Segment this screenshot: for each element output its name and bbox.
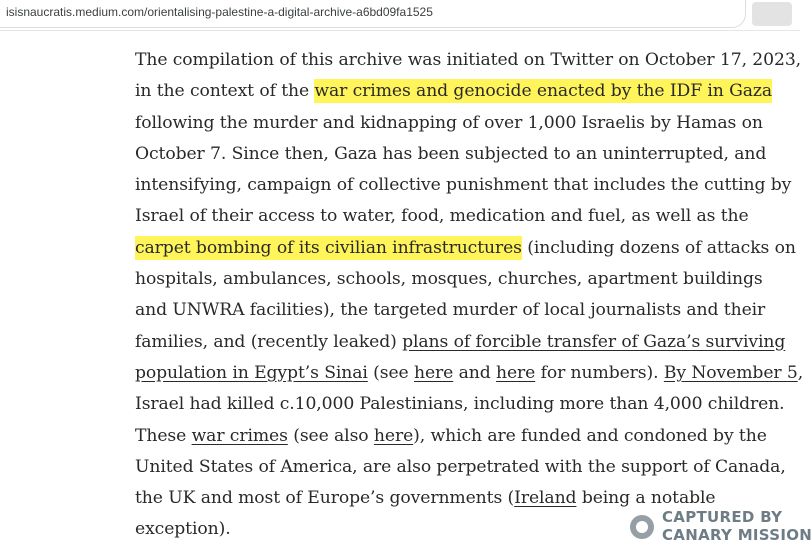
watermark-text: CAPTURED BY CANARY MISSION xyxy=(662,508,812,544)
paragraph-line: and UNWRA facilities), the targeted murder of local journalists and their xyxy=(135,300,766,321)
paragraph-line: The compilation of this archive was initiated on Twitter on October 17, 2023, xyxy=(135,50,802,70)
link-forcible-transfer-plans-cont[interactable]: population in Egypt’s Sinai xyxy=(135,362,368,383)
link-war-crimes[interactable]: war crimes xyxy=(191,425,288,446)
paragraph-line: families, and (recently leaked) plans of forcible transfer of Gaza’s surviving xyxy=(135,331,786,352)
paragraph-line: Israel of their access to water, food, medication and fuel, as well as the xyxy=(135,206,749,227)
canary-mission-watermark xyxy=(628,505,812,549)
paragraph-line: United States of America, are also perpetrated with the support of Canada, xyxy=(135,456,786,477)
paragraph-line: These war crimes (see also here), which are funded and condoned by the xyxy=(135,425,767,446)
browser-address-bar xyxy=(0,0,800,31)
paragraph-line: population in Egypt’s Sinai (see here and here for numbers). By November 5, xyxy=(135,362,804,383)
browser-extension-icon[interactable] xyxy=(752,2,792,26)
highlighted-text: carpet bombing of its civilian infrastructures xyxy=(135,237,522,258)
link-ireland[interactable]: Ireland xyxy=(514,488,577,509)
paragraph-line: carpet bombing of its civilian infrastructures (including dozens of attacks on xyxy=(135,237,796,258)
highlighted-text: war crimes and genocide enacted by the IDF in Gaza xyxy=(314,81,772,102)
link-here-3[interactable]: here xyxy=(373,425,414,446)
paragraph-line: the UK and most of Europe’s governments (Ireland being a notable xyxy=(135,488,716,509)
url-field[interactable] xyxy=(0,0,746,28)
paragraph-line: exception). xyxy=(135,519,231,540)
canary-logo-icon xyxy=(630,515,654,539)
link-here-1[interactable]: here xyxy=(413,362,454,383)
paragraph-line: in the context of the war crimes and genocide enacted by the IDF in Gaza xyxy=(135,81,772,102)
link-by-november-5[interactable]: By November 5 xyxy=(663,362,798,383)
paragraph-line: October 7. Since then, Gaza has been subjected to an uninterrupted, and xyxy=(135,143,767,164)
article-body xyxy=(135,45,804,546)
paragraph-line: Israel had killed c.10,000 Palestinians, including more than 4,000 children. xyxy=(135,394,785,415)
url-text[interactable]: isisnaucratis.medium.com/orientalising-palestine-a-digital-archive-a6bd09fa1525 xyxy=(6,5,433,19)
link-here-2[interactable]: here xyxy=(495,362,536,383)
paragraph-line: intensifying, campaign of collective punishment that includes the cutting by xyxy=(135,175,792,196)
paragraph-line: hospitals, ambulances, schools, mosques, churches, apartment buildings xyxy=(135,269,763,290)
paragraph-line: following the murder and kidnapping of over 1,000 Israelis by Hamas on xyxy=(135,112,763,133)
link-forcible-transfer-plans[interactable]: plans of forcible transfer of Gaza’s surviving xyxy=(402,331,786,352)
